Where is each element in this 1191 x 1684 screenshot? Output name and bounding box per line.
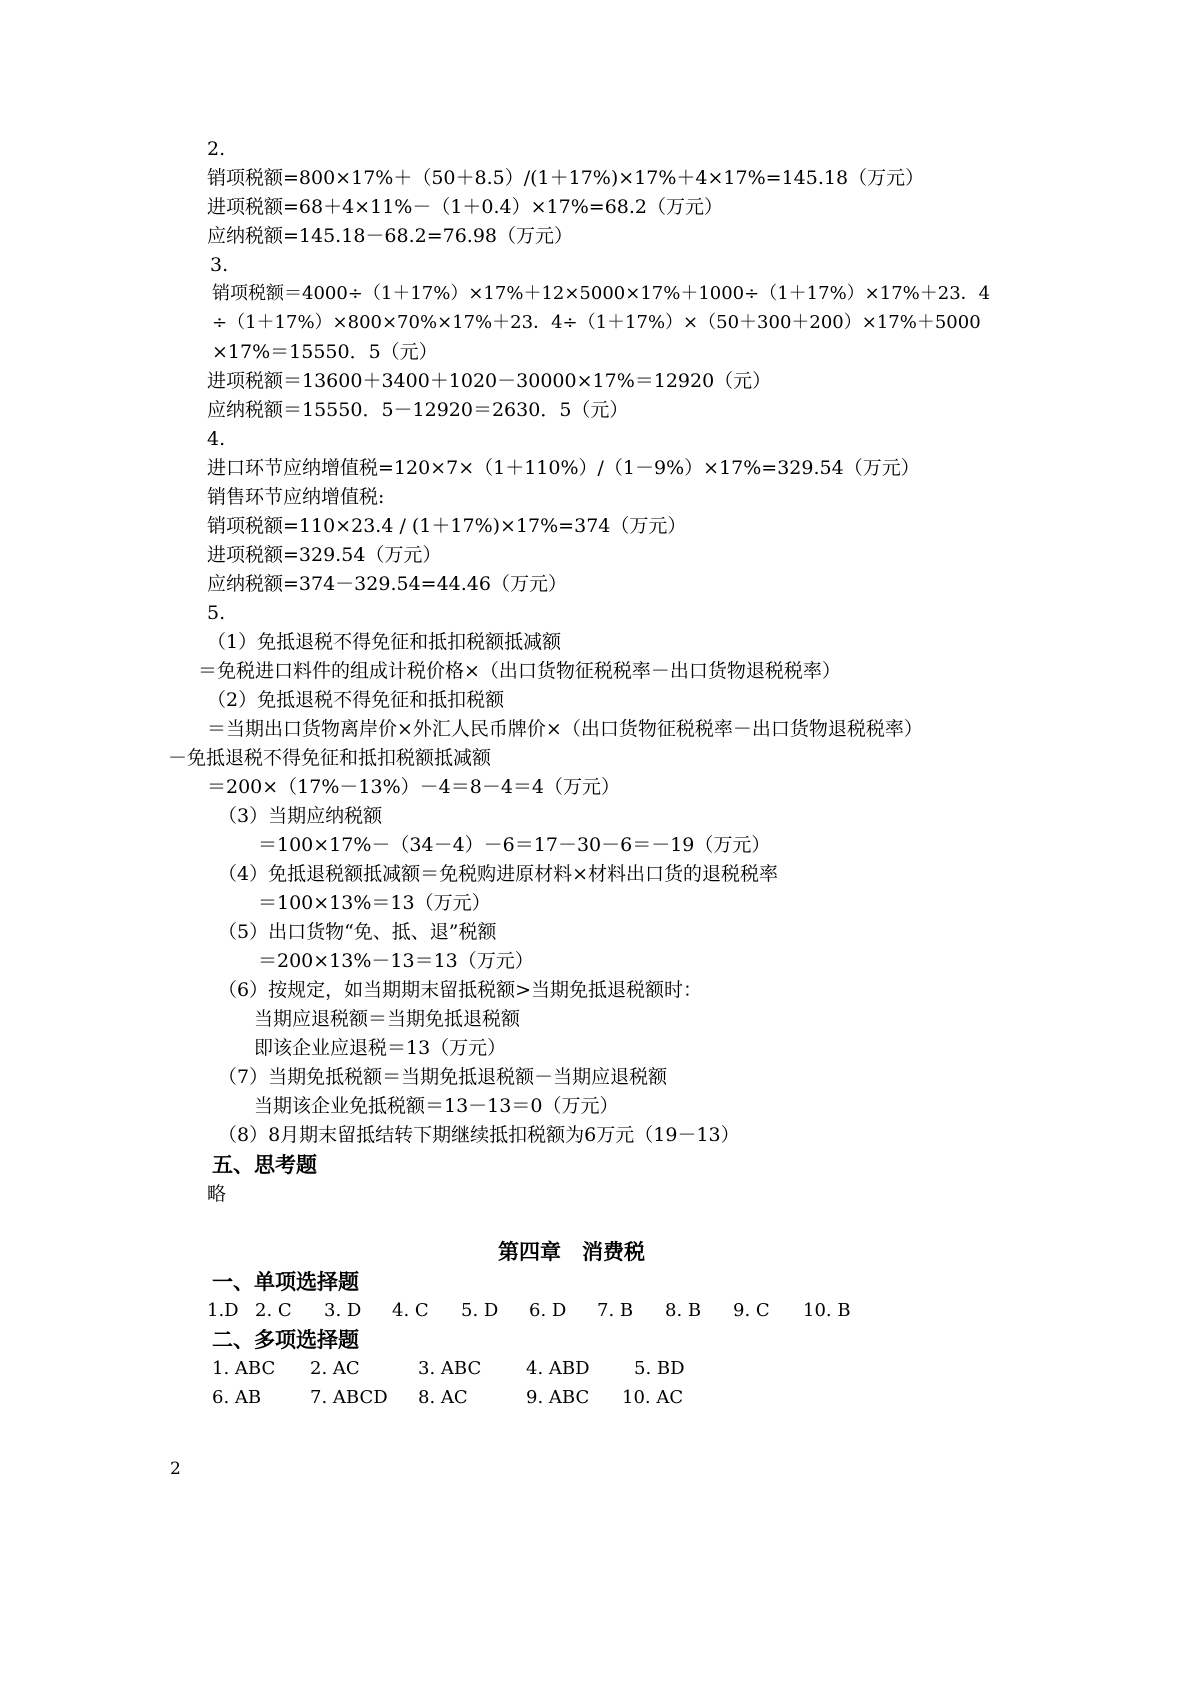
answer-item: 10. B <box>803 1300 851 1321</box>
answer-line: 应纳税额=374－329.54=44.46（万元） <box>207 573 567 595</box>
chapter-title: 第四章 消费税 <box>498 1239 645 1264</box>
answer-line: （7）当期免抵税额＝当期免抵退税额－当期应退税额 <box>218 1066 668 1088</box>
answer-line: 当期该企业免抵税额＝13－13＝0（万元） <box>254 1095 619 1117</box>
answer-line: （6）按规定，如当期期末留抵税额>当期免抵退税额时： <box>218 979 703 1001</box>
answer-line: ＝100×13%＝13（万元） <box>258 892 491 914</box>
single-choice-heading: 一、单项选择题 <box>212 1269 359 1294</box>
answer-item: 9. ABC <box>526 1387 590 1408</box>
multiple-choice-row <box>212 1357 812 1381</box>
answer-line: 销售环节应纳增值税: <box>207 486 385 508</box>
answer-item: 3. D <box>324 1300 362 1321</box>
answer-item: 6. D <box>529 1300 567 1321</box>
answer-item: 10. AC <box>622 1387 684 1408</box>
answer-line: 销项税额＝4000÷（1＋17%）×17%＋12×5000×17%＋1000÷（1＋17%）×17%＋23．4 <box>212 283 991 304</box>
answer-item: 2. AC <box>310 1358 360 1379</box>
answer-line: （8）8月期末留抵结转下期继续抵扣税额为6万元（19－13） <box>218 1124 740 1146</box>
section-body: 略 <box>207 1183 227 1205</box>
answer-line: （3）当期应纳税额 <box>218 805 383 827</box>
single-choice-answers <box>207 1299 907 1323</box>
answer-line: 即该企业应退税＝13（万元） <box>254 1037 507 1059</box>
answer-line: ＝200×13%－13＝13（万元） <box>258 950 534 972</box>
answer-line: 3. <box>210 254 229 276</box>
section-heading: 五、思考题 <box>212 1152 317 1177</box>
answer-item: 2. C <box>255 1300 292 1321</box>
answer-line: ＝免税进口料件的组成计税价格×（出口货物征税税率－出口货物退税税率） <box>198 660 841 682</box>
answer-item: 5. BD <box>634 1358 685 1379</box>
answer-line: 4. <box>207 428 226 450</box>
answer-item: 5. D <box>461 1300 499 1321</box>
answer-line: 应纳税额＝15550．5－12920＝2630．5（元） <box>207 399 629 421</box>
answer-line: 进口环节应纳增值税=120×7×（1＋110%）/（1－9%）×17%=329.54（万元） <box>207 457 920 479</box>
answer-line: 销项税额=800×17%＋（50＋8.5）/(1＋17%)×17%＋4×17%=145.18（万元） <box>207 167 925 189</box>
answer-item: 6. AB <box>212 1387 262 1408</box>
answer-line: ＝当期出口货物离岸价×外汇人民币牌价×（出口货物征税税率－出口货物退税税率） <box>207 718 923 740</box>
answer-line: ＝100×17%－（34－4）－6＝17－30－6＝－19（万元） <box>258 834 771 856</box>
answer-item: 4. ABD <box>526 1358 590 1379</box>
answer-line: 销项税额=110×23.4 / (1＋17%)×17%=374（万元） <box>207 515 687 537</box>
answer-item: 7. B <box>597 1300 634 1321</box>
answer-line: 当期应退税额＝当期免抵退税额 <box>254 1008 521 1030</box>
answer-line: 进项税额＝13600＋3400＋1020－30000×17%＝12920（元） <box>207 370 772 392</box>
answer-line: ×17%＝15550．5（元） <box>212 341 438 363</box>
answer-line: 进项税额=329.54（万元） <box>207 544 442 566</box>
answer-line: 应纳税额=145.18－68.2=76.98（万元） <box>207 225 574 247</box>
answer-item: 8. B <box>665 1300 702 1321</box>
multiple-choice-row <box>212 1386 812 1410</box>
answer-line: 5. <box>207 602 226 624</box>
answer-item: 1.D <box>207 1300 239 1321</box>
answer-line: ÷（1＋17%）×800×70%×17%＋23．4÷（1＋17%）×（50＋300＋200）×17%＋5000 <box>212 312 981 333</box>
answer-line: （2）免抵退税不得免征和抵扣税额 <box>207 689 505 711</box>
page-number: 2 <box>170 1459 181 1479</box>
answer-line: 进项税额=68＋4×11%－（1＋0.4）×17%=68.2（万元） <box>207 196 724 218</box>
answer-item: 9. C <box>733 1300 770 1321</box>
answer-line: （1）免抵退税不得免征和抵扣税额抵减额 <box>207 631 562 653</box>
answer-line: 2. <box>207 138 226 160</box>
answer-line: －免抵退税不得免征和抵扣税额抵减额 <box>168 747 492 769</box>
answer-item: 8. AC <box>418 1387 468 1408</box>
answer-item: 3. ABC <box>418 1358 482 1379</box>
answer-item: 7. ABCD <box>310 1387 388 1408</box>
answer-line: （4）免抵退税额抵减额＝免税购进原材料×材料出口货的退税税率 <box>218 863 779 885</box>
multiple-choice-heading: 二、多项选择题 <box>212 1327 359 1352</box>
answer-line: （5）出口货物“免、抵、退”税额 <box>218 921 497 943</box>
answer-item: 4. C <box>392 1300 429 1321</box>
answer-item: 1. ABC <box>212 1358 276 1379</box>
answer-line: ＝200×（17%－13%）－4＝8－4＝4（万元） <box>207 776 621 798</box>
